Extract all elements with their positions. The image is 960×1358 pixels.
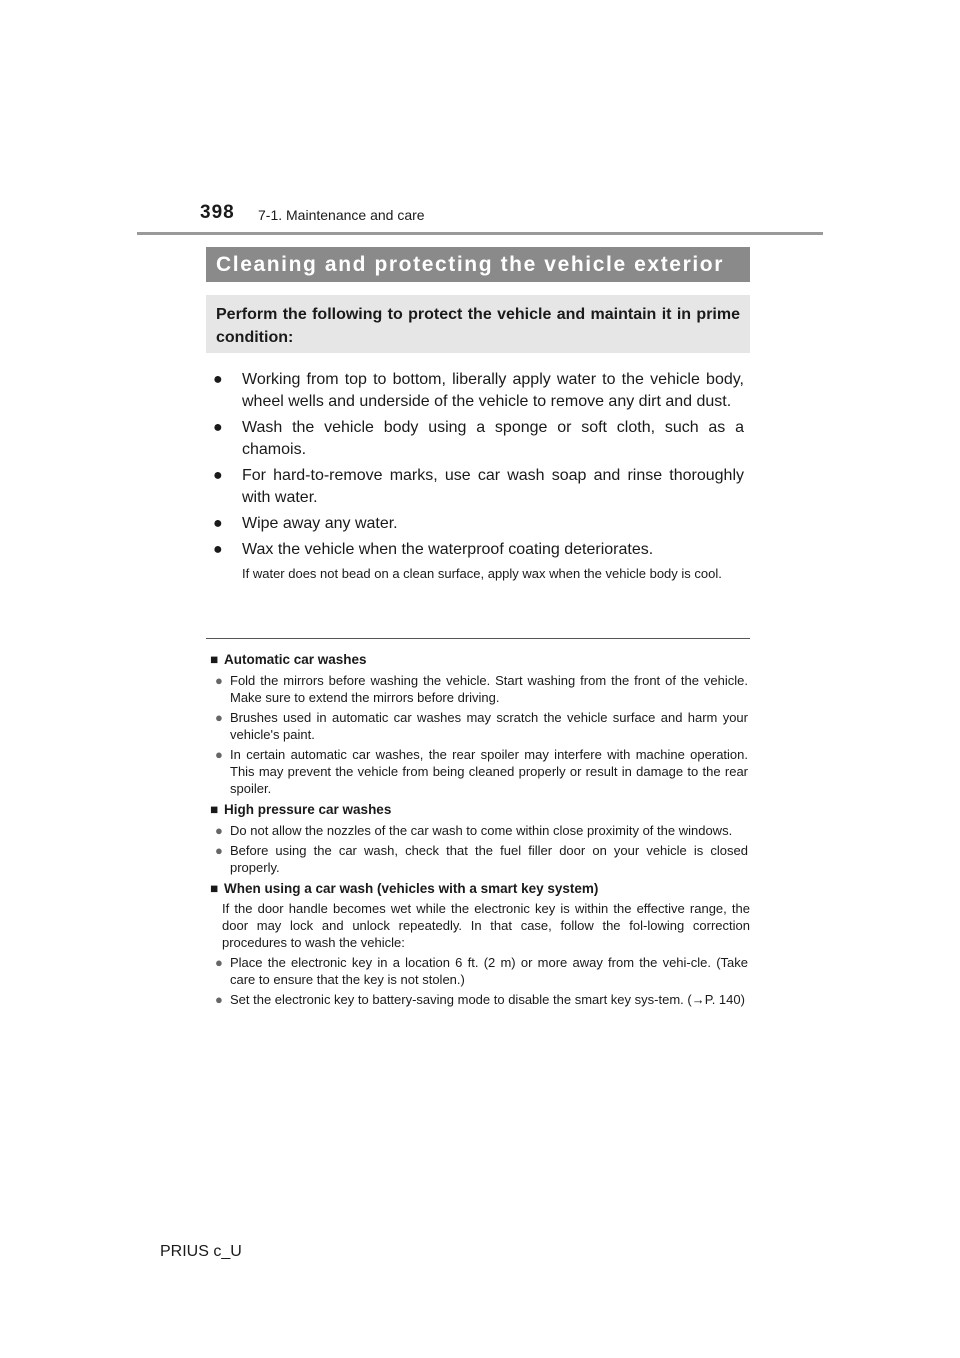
list-item	[212, 513, 744, 535]
info-item-text: Do not allow the nozzles of the car wash to come within close proximity of the windows.	[230, 823, 733, 838]
bullet-icon: ●	[213, 541, 223, 558]
info-item	[210, 672, 750, 706]
info-item	[210, 746, 750, 797]
section-label: 7-1. Maintenance and care	[258, 207, 425, 223]
info-item	[210, 954, 750, 988]
info-item	[210, 991, 750, 1008]
bullet-icon: ●	[215, 747, 223, 762]
info-item-text: Set the electronic key to battery-saving mode to disable the smart key sys-tem. (→P. 140)	[230, 992, 745, 1007]
info-item-text: In certain automatic car washes, the rear spoiler may interfere with machine operation. This may prevent the vehicle from being cleaned properly or result in damage to the rear spoiler.	[230, 747, 748, 796]
intro-box: Perform the following to protect the vehicle and maintain it in prime condition:	[206, 295, 750, 353]
bullet-icon: ●	[213, 515, 223, 532]
footer-model-label: PRIUS c_U	[160, 1243, 242, 1260]
info-heading-text: High pressure car washes	[224, 802, 392, 817]
bullet-icon: ●	[215, 955, 223, 970]
square-bullet-icon: ■	[210, 881, 219, 896]
bullet-icon: ●	[213, 467, 223, 484]
bullet-icon: ●	[215, 823, 223, 838]
wax-note: If water does not bead on a clean surface, apply wax when the vehicle body is cool.	[242, 566, 722, 581]
info-item-text: Before using the car wash, check that the fuel filler door on your vehicle is closed properly.	[230, 843, 748, 875]
page-number: 398	[200, 202, 235, 223]
info-item	[210, 822, 750, 839]
list-item-text: Wash the vehicle body using a sponge or soft cloth, such as a chamois.	[242, 419, 744, 458]
bullet-icon: ●	[215, 992, 223, 1007]
bullet-icon: ●	[215, 710, 223, 725]
info-divider	[206, 638, 750, 639]
header-divider	[137, 232, 823, 235]
list-item	[212, 539, 744, 561]
list-item	[212, 369, 744, 413]
info-item-text: Place the electronic key in a location 6 ft. (2 m) or more away from the vehi-cle. (Take care to ensure that the key is not stolen.)	[230, 955, 748, 987]
info-item	[210, 709, 750, 743]
info-item	[210, 842, 750, 876]
list-item-text: Wipe away any water.	[242, 515, 398, 532]
bullet-icon: ●	[213, 419, 223, 436]
info-paragraph: If the door handle becomes wet while the electronic key is within the effective range, the door may lock and unlock repeatedly. In that case, follow the fol-lowing correction procedures to wash the vehicle:	[222, 901, 750, 950]
list-item-text: For hard-to-remove marks, use car wash soap and rinse thoroughly with water.	[242, 467, 744, 506]
info-section	[210, 647, 750, 1010]
list-item-text: Wax the vehicle when the waterproof coating deteriorates.	[242, 541, 654, 558]
page-title: Cleaning and protecting the vehicle exterior	[206, 247, 750, 282]
bullet-icon: ●	[213, 371, 223, 388]
info-heading-text: Automatic car washes	[224, 652, 367, 667]
info-heading-high-pressure	[210, 801, 750, 819]
list-item	[212, 417, 744, 461]
bullet-icon: ●	[215, 843, 223, 858]
bullet-icon: ●	[215, 673, 223, 688]
info-heading-text: When using a car wash (vehicles with a smart key system)	[224, 881, 599, 896]
list-item-text: Working from top to bottom, liberally apply water to the vehicle body, wheel wells and underside of the vehicle to remove any dirt and dust.	[242, 371, 744, 410]
procedure-list	[212, 369, 744, 585]
list-item	[212, 465, 744, 509]
info-heading-automatic	[210, 651, 750, 669]
square-bullet-icon: ■	[210, 802, 219, 817]
info-item-text: Fold the mirrors before washing the vehicle. Start washing from the front of the vehicle. Make sure to extend the mirrors before driving.	[230, 673, 748, 705]
info-item-text: Brushes used in automatic car washes may scratch the vehicle surface and harm your vehicle's paint.	[230, 710, 748, 742]
info-heading-smart-key	[210, 880, 750, 898]
square-bullet-icon: ■	[210, 652, 219, 667]
